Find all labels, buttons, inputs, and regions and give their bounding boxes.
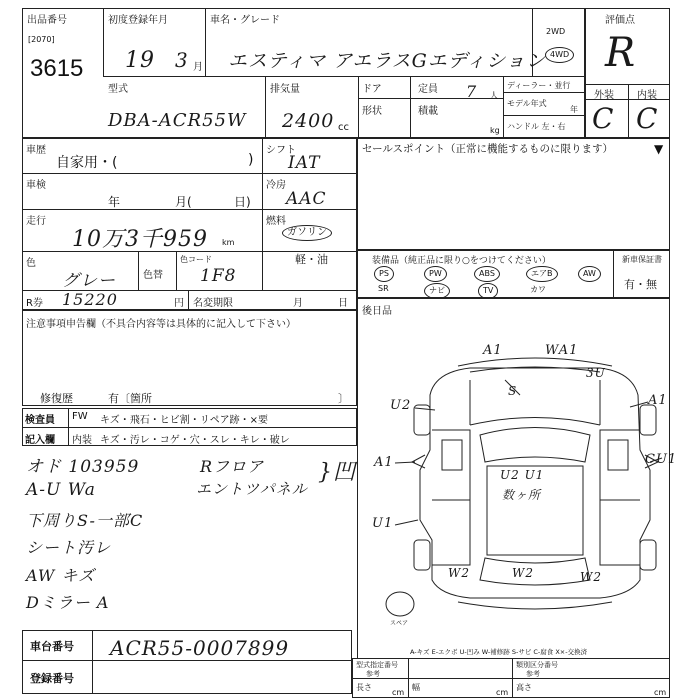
month-unit: 月 [193, 62, 203, 73]
model-value: DBA-ACR55W [108, 110, 247, 131]
color-change-label: 色替 [143, 270, 163, 281]
footer-category-label: 類別区分番号 [516, 661, 558, 669]
equip-leather: カワ [530, 285, 546, 294]
fuel-diesel: 軽・油 [295, 253, 328, 266]
footer-width-label: 幅 [412, 683, 420, 692]
chevron-down-icon: ▼ [654, 142, 664, 156]
handle-label: ハンドル 左・右 [507, 122, 566, 131]
lot-label: 出品番号 [27, 15, 67, 26]
shift-value: IAT [288, 153, 321, 173]
color-value: グレー [62, 271, 116, 291]
inner-label: 内装 [72, 435, 92, 446]
capacity-label: 定員 [418, 84, 438, 95]
first-reg-label: 初度登録年月 [108, 15, 168, 26]
hand-note-5: AW キズ [26, 566, 96, 585]
mark-spare: スペア [390, 620, 409, 627]
displacement-value: 2400 [282, 110, 335, 132]
title-day: 日 [338, 298, 348, 309]
repair-label: 修復歴 [40, 392, 73, 405]
footer-height-label: 高さ [516, 683, 532, 692]
title-label: 名変期限 [193, 298, 233, 309]
equip-airbag: エアB [526, 266, 558, 282]
mark-top2: WA1 [545, 343, 579, 358]
shift-label: シフト [266, 145, 296, 156]
mark-top: A1 [483, 343, 503, 358]
back-item-label: 後日品 [362, 306, 392, 317]
load-label: 積載 [418, 106, 438, 117]
hand-note-2: A-U Wa [26, 480, 96, 500]
interior-value: C [636, 102, 659, 135]
shape-label: 形状 [362, 106, 382, 117]
kg-unit: kg [490, 126, 500, 135]
year-unit: 年 [570, 105, 578, 114]
history-close: ) [248, 152, 254, 168]
mark-right-mid: CU1 [645, 452, 678, 467]
equip-sr: SR [378, 284, 389, 293]
fw-text: キズ・飛石・ヒビ割・リペア跡・×要 [100, 415, 268, 426]
recycle-value: 15220 [62, 290, 118, 309]
equip-pw: PW [424, 266, 447, 282]
footer-cm1: cm [392, 688, 405, 697]
mark-bc: W2 [512, 566, 534, 580]
hand-note-6: Dミラー A [26, 593, 110, 612]
yen-unit: 円 [174, 298, 184, 309]
history-label: 車歴 [26, 145, 46, 156]
first-reg-month: 3 [175, 48, 189, 72]
repair-value: 有〔箇所 [108, 392, 152, 405]
mark-left-mid: A1 [374, 455, 394, 470]
mark-bl: W2 [448, 566, 470, 580]
mark-slash: S [508, 384, 518, 398]
ac-value: AAC [286, 189, 327, 209]
equip-abs: ABS [474, 266, 500, 282]
mark-left-top: U2 [390, 398, 412, 413]
drive-4wd: 4WD [545, 47, 574, 63]
fuel-label: 燃料 [266, 216, 286, 227]
repair-close: 〕 [338, 392, 349, 405]
hand-note-8: エントツパネル [196, 480, 308, 498]
km-unit: km [222, 238, 235, 247]
sales-point-label: セールスポイント（正常に機能するものに限ります） [362, 143, 614, 155]
mileage-label: 走行 [26, 216, 46, 227]
color-code-value: 1F8 [200, 266, 237, 286]
footer-category-label2: 参考 [526, 670, 540, 678]
footer-length-label: 長さ [356, 683, 372, 692]
displacement-label: 排気量 [270, 84, 300, 95]
shaken-label: 車検 [26, 180, 46, 191]
car-name-label: 車名・グレード [210, 15, 280, 26]
footer-model-label: 型式指定番号 [356, 661, 398, 669]
mark-left-low: U1 [372, 516, 394, 531]
equipment-label: 装備品（純正品に限り○をつけてください） [372, 256, 551, 266]
chassis-value: ACR55-0007899 [110, 636, 290, 660]
cc-unit: cc [338, 122, 349, 133]
equip-ps: PS [374, 266, 394, 282]
equip-aw: AW [578, 266, 601, 282]
mark-center2: 数ヶ所 [502, 488, 542, 502]
shaken-month: 月( [175, 195, 192, 209]
car-name: エスティマ アエラスGエディション [228, 50, 546, 72]
capacity-value: 7 [466, 82, 478, 101]
ac-label: 冷房 [266, 180, 286, 191]
model-year-label: モデル年式 [507, 99, 547, 108]
exterior-value: C [592, 102, 615, 135]
hand-note-7: Rフロア [200, 457, 265, 476]
mark-top3: 3U [586, 366, 606, 380]
color-code-label: 色コード [180, 255, 212, 264]
chassis-label: 車台番号 [30, 640, 74, 653]
shaken-day: 日) [234, 195, 251, 209]
dealer-label: ディーラー・並行 [507, 81, 571, 90]
interior-label: 内装 [637, 90, 657, 101]
mark-br: W2 [580, 570, 602, 584]
footer-cm2: cm [496, 688, 509, 697]
hand-note-4: シート汚レ [26, 538, 112, 557]
hand-note-1: オド 103959 [26, 457, 140, 477]
history-value: 自家用・( [56, 155, 118, 171]
mileage-value: 10万3千959 [72, 227, 208, 252]
registration-label: 登録番号 [30, 672, 74, 685]
lot-code: [2070] [28, 35, 55, 44]
title-month: 月 [293, 298, 303, 309]
first-reg-year: 19 [125, 48, 155, 73]
mark-center1: U2 U1 [500, 468, 545, 482]
footer-cm3: cm [654, 688, 667, 697]
inner-text: キズ・汚レ・コゲ・穴・スレ・キレ・破レ [100, 435, 290, 446]
fw-label: FW [72, 411, 88, 422]
notes-label: 注意事項申告欄（不具合内容等は具体的に記入して下さい） [26, 319, 296, 330]
inspector-label: 検査員 [25, 415, 55, 426]
lot-number: 3615 [30, 55, 84, 82]
legend: A-キズ E-エクボ U-凹み W-補修跡 S-サビ C-腐食 X×-交換済 [410, 648, 588, 656]
shaken-year: 年 [108, 195, 121, 209]
grade-value: R [605, 30, 637, 76]
exterior-label: 外装 [594, 90, 614, 101]
recycle-label: R券 [26, 298, 43, 309]
equip-navi: ナビ [424, 283, 450, 299]
equip-tv: TV [478, 283, 498, 299]
inspector-label2: 記入欄 [25, 435, 55, 446]
grade-label: 評価点 [605, 15, 635, 26]
warranty-value: 有・無 [624, 278, 657, 291]
door-label: ドア [362, 84, 382, 95]
hand-note-mark: }凹 [318, 460, 356, 485]
model-label: 型式 [108, 84, 128, 95]
fuel-gasoline: ガソリン [282, 225, 332, 241]
footer-model-label2: 参考 [366, 670, 380, 678]
mark-right-top: A1 [648, 393, 668, 408]
drive-2wd: 2WD [546, 27, 566, 36]
color-label: 色 [26, 258, 36, 269]
warranty-label: 新車保証書 [622, 255, 662, 264]
hand-note-3: 下周りS-一部C [26, 511, 144, 530]
person-unit: 人 [490, 91, 498, 100]
